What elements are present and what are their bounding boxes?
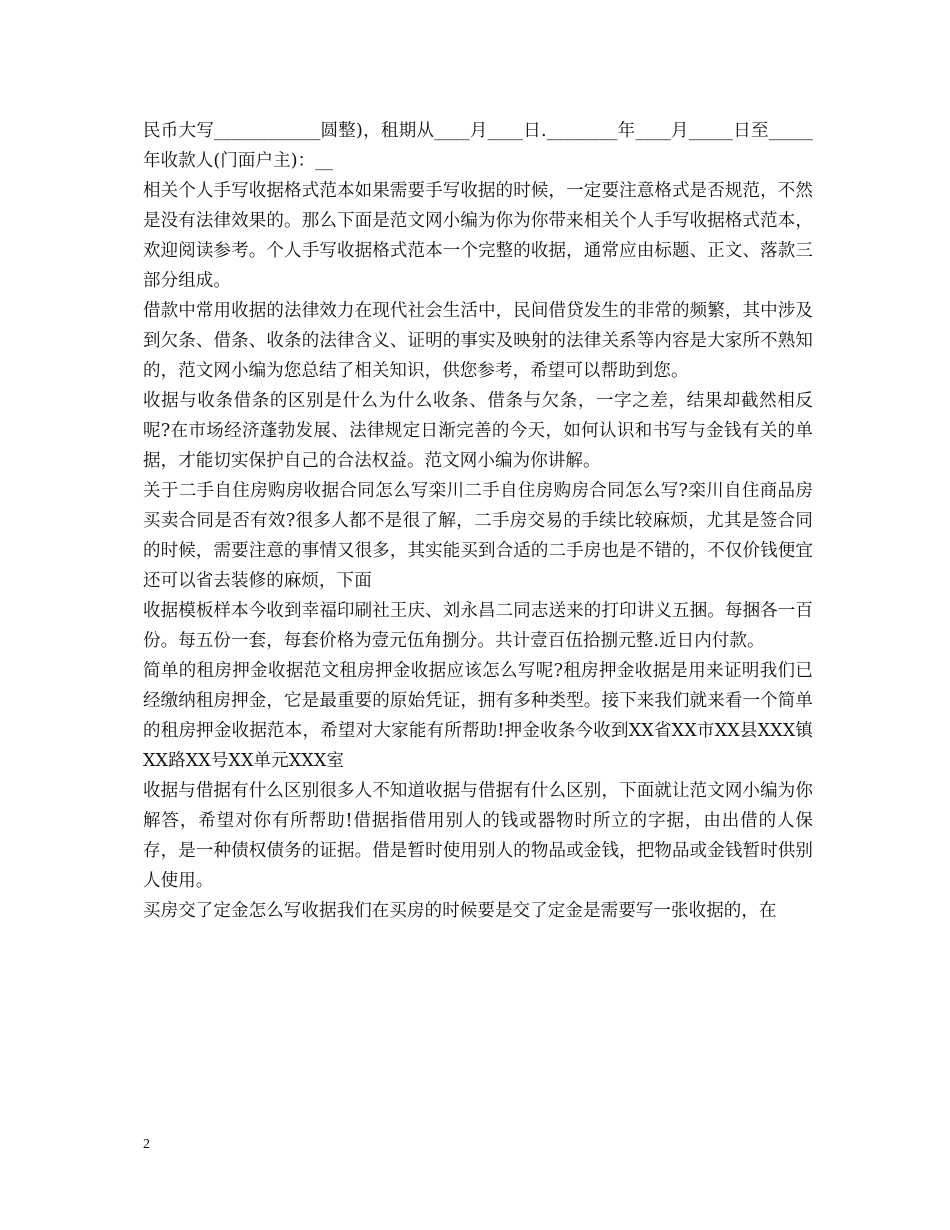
paragraph-house-deposit-receipt: 买房交了定金怎么写收据我们在买房的时候要是交了定金是需要写一张收据的，在 [143,901,777,921]
paragraph-second-hand-house-contract: 关于二手自住房购房收据合同怎么写栾川二手自住房购房合同怎么写?栾川自住商品房买卖合同是否有效?很多人都不是很了解，二手房交易的手续比较麻烦，尤其是签合同的时候，需要注意的事情又很多，其实能买到合适的二手房也是不错的，不仅价钱便宜还可以省去装修的麻烦，下面 [143,481,813,591]
document-body [143,116,813,926]
paragraph-receipt-vs-iou: 收据与收条借条的区别是什么为什么收条、借条与欠条，一字之差，结果却截然相反呢?在市场经济蓬勃发展、法律规定日渐完善的今天，如何认识和书写与金钱有关的单据，才能切实保护自己的合法权益。范文网小编为你讲解。 [143,391,813,471]
paragraph-handwritten-receipt-format: 相关个人手写收据格式范本如果需要手写收据的时候，一定要注意格式是否规范，不然是没有法律效果的。那么下面是范文网小编为你为你带来相关个人手写收据格式范本，欢迎阅读参考。个人手写收据格式范本一个完整的收据，通常应由标题、正文、落款三部分组成。 [143,181,813,291]
paragraph-rent-receipt-fragment: 民币大写____________圆整)，租期从____月____日.________年____月_____日至_____年收款人(门面户主)：__ [143,121,813,171]
paragraph-loan-receipt-legal-effect: 借款中常用收据的法律效力在现代社会生活中，民间借贷发生的非常的频繁，其中涉及到欠条、借条、收条的法律含义、证明的事实及映射的法律关系等内容是大家所不熟知的，范文网小编为您总结了相关知识，供您参考，希望可以帮助到您。 [143,301,813,381]
page-number: 2 [143,1137,150,1152]
paragraph-receipt-vs-loan-note: 收据与借据有什么区别很多人不知道收据与借据有什么区别，下面就让范文网小编为你解答，希望对你有所帮助!借据指借用别人的钱或器物时所立的字据，由出借的人保存，是一种债权债务的证据。借是暂时使用别人的物品或金钱，把物品或金钱暂时供别人使用。 [143,781,813,891]
paragraph-rent-deposit-receipt: 简单的租房押金收据范文租房押金收据应该怎么写呢?租房押金收据是用来证明我们已经缴纳租房押金，它是最重要的原始凭证，拥有多种类型。接下来我们就来看一个简单的租房押金收据范本，希望对大家能有所帮助!押金收条今收到XX省XX市XX县XXX镇XX路XX号XX单元XXX室 [143,661,813,771]
paragraph-receipt-template-sample: 收据模板样本今收到幸福印刷社王庆、刘永昌二同志送来的打印讲义五捆。每捆各一百份。每五份一套，每套价格为壹元伍角捌分。共计壹百伍拾捌元整.近日内付款。 [143,601,813,651]
